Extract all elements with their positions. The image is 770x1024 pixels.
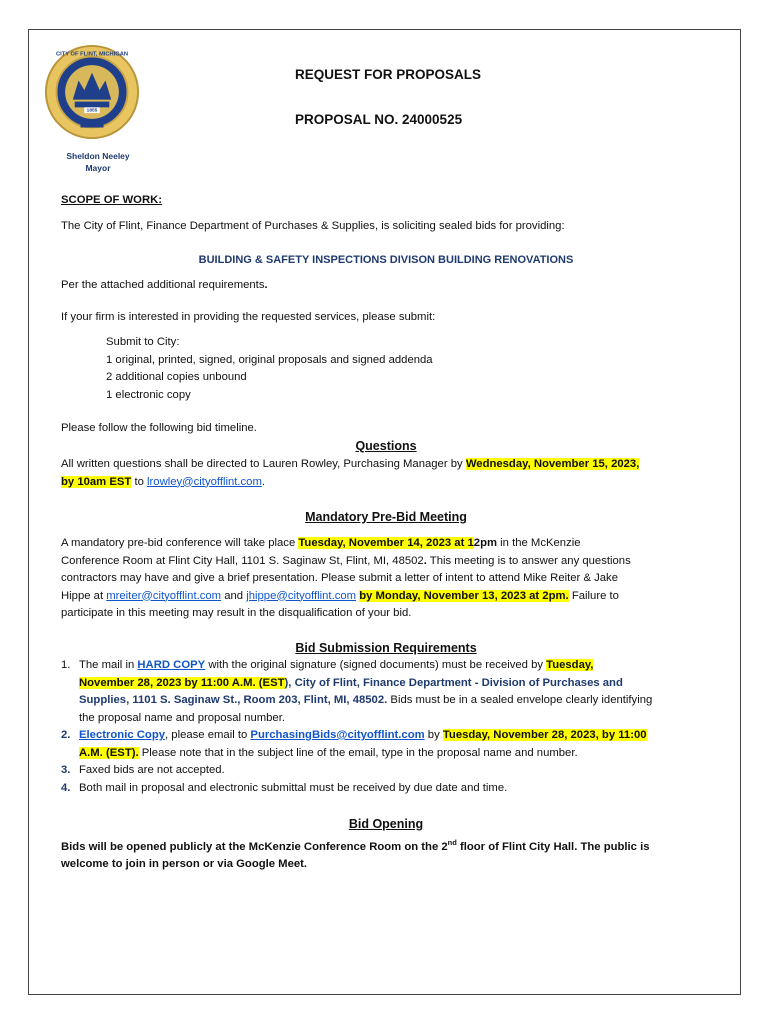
questions-paragraph: All written questions shall be directed to Lauren Rowley, Purchasing Manager by Wednesday, November 15, 2023, by 10am EST to lrowley@cityofflint.com.: [61, 458, 640, 488]
prebid-heading: Mandatory Pre-Bid Meeting: [305, 510, 467, 524]
prebid-date: Tuesday, November 14, 2023 at 1: [298, 537, 474, 549]
mayor-block: [52, 150, 144, 174]
city-seal-logo: [44, 44, 140, 140]
electronic-deadline: A.M. (EST).: [79, 746, 139, 759]
submission-heading: Bid Submission Requirements: [295, 641, 477, 655]
svg-text:CITY OF FLINT, MICHIGAN: CITY OF FLINT, MICHIGAN: [55, 51, 129, 58]
document-title: REQUEST FOR PROPOSALS: [295, 67, 482, 82]
timeline-text: Please follow the following bid timeline.: [61, 422, 257, 434]
mayor-title: Mayor: [85, 163, 111, 173]
letter-deadline: by Monday, November 13, 2023 at 2pm.: [359, 589, 569, 602]
hippe-email-link[interactable]: jhippe@cityofflint.com: [246, 589, 357, 602]
proposal-number: PROPOSAL NO. 24000525: [295, 112, 463, 127]
hard-copy-link[interactable]: HARD COPY: [137, 659, 206, 671]
hard-copy-deadline: November 28, 2023 by 11:00 A.M. (EST: [79, 676, 285, 689]
list-item: 1. The mail in HARD COPY with the original signature (signed documents) must be received by Tuesday, November 28, 2023 by 11:00 A.M. (EST), City of Flint, Finance Department - Division of Purchases and Supplies, 1101 S. Saginaw St., Room 203, Flint, MI, 48502. Bids must be in a sealed envelope clearly identifying the proposal name and proposal number.: [61, 659, 653, 724]
opening-paragraph: Bids will be opened publicly at the McKenzie Conference Room on the 2nd floor of Flint City Hall. The public is welcome to join in person or via Google Meet.: [61, 838, 650, 871]
scope-intro: The City of Flint, Finance Department of Purchases & Supplies, is soliciting sealed bids for providing:: [61, 220, 565, 232]
list-item: 3. Faxed bids are not accepted.: [61, 764, 225, 776]
svg-text:1855: 1855: [86, 108, 98, 114]
mayor-name: Sheldon Neeley: [66, 151, 130, 161]
submit-list: [106, 334, 666, 404]
reiter-email-link[interactable]: mreiter@cityofflint.com: [106, 589, 222, 602]
project-title: BUILDING & SAFETY INSPECTIONS DIVISON BUILDING RENOVATIONS: [198, 254, 574, 266]
list-item: Submit to City:: [106, 336, 180, 348]
list-item: 4. Both mail in proposal and electronic submittal must be received by due date and time.: [61, 781, 508, 794]
questions-deadline: Wednesday, November 15, 2023,: [465, 458, 640, 470]
scope-heading: SCOPE OF WORK:: [61, 194, 163, 206]
list-item: 2. Electronic Copy, please email to PurchasingBids@cityofflint.com by Tuesday, November 28, 2023, by 11:00 A.M. (EST). Please note that in the subject line of the email, type in the proposal name and number.: [61, 729, 647, 759]
questions-time: by 10am EST: [61, 475, 132, 488]
list-item: 1 original, printed, signed, original proposals and signed addenda: [106, 353, 433, 366]
interest-text: If your firm is interested in providing the requested services, please submit:: [61, 311, 436, 323]
purchasing-bids-email-link[interactable]: PurchasingBids@cityofflint.com: [250, 729, 425, 741]
list-item: 1 electronic copy: [106, 388, 191, 401]
questions-heading: Questions: [355, 439, 417, 453]
opening-heading: Bid Opening: [348, 817, 424, 831]
prebid-paragraph: A mandatory pre-bid conference will take place Tuesday, November 14, 2023 at 12pm in the McKenzie Conference Room at Flint City Hall, 1101 S. Saginaw St, Flint, MI, 48502. This meeting is to answer any questions contractors may have and give a brief presentation. Please submit a letter of intent to attend Mike Reiter & Jake Hippe at mreiter@cityofflint.com and jhippe@cityofflint.com by Monday, November 13, 2023 at 2pm. Failure to participate in this meeting may result in the disqualification of your bid.: [61, 537, 631, 619]
per-attached-text: Per the attached additional requirements.: [61, 279, 268, 291]
list-item: 2 additional copies unbound: [106, 371, 247, 383]
rowley-email-link[interactable]: lrowley@cityofflint.com: [147, 475, 262, 488]
submission-list: [61, 657, 711, 797]
electronic-copy-link[interactable]: Electronic Copy: [79, 729, 166, 741]
